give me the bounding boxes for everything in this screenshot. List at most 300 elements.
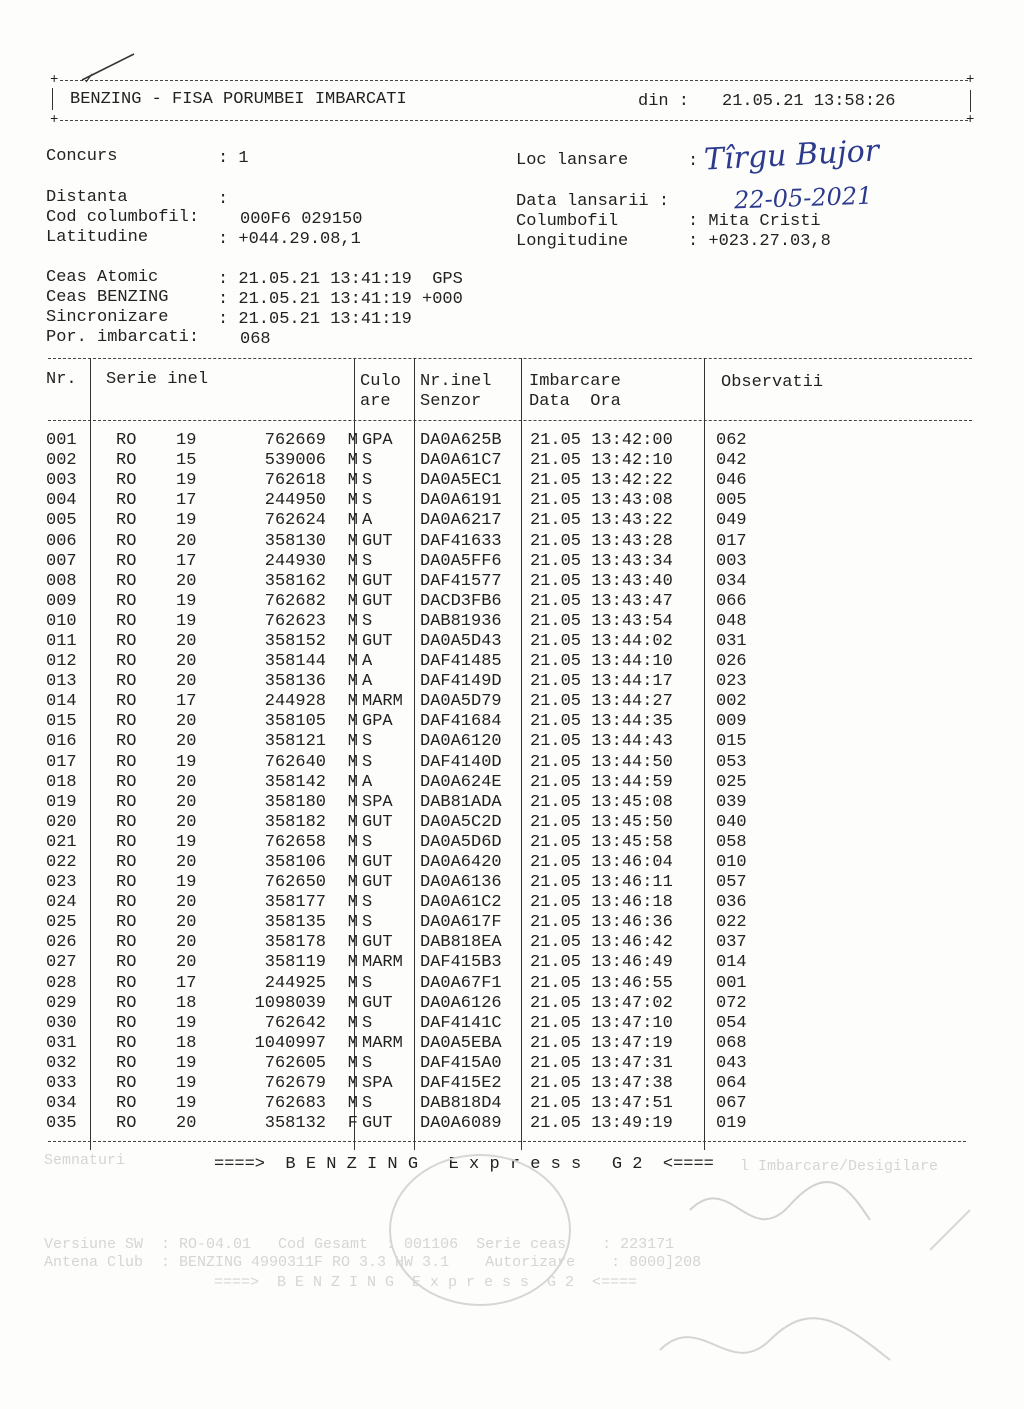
row-observation: 010 [716,853,747,873]
por-imbarcati-label: Por. imbarcati: [46,328,200,347]
row-sex: M [347,993,358,1013]
row-observation: 022 [716,913,747,933]
row-boarding-time: 21.05 13:42:00 [530,431,673,451]
row-sensor: DA0A6120 [420,732,502,752]
row-country: RO [116,853,137,873]
row-nr: 005 [46,511,77,531]
row-nr: 019 [46,792,77,812]
sincronizare-label: Sincronizare [46,308,169,327]
row-boarding-time: 21.05 13:45:58 [530,832,673,852]
row-sensor: DA0A625B [420,431,502,451]
row-boarding-time: 21.05 13:46:42 [530,933,673,953]
col-header-nrinel-2: Senzor [420,392,482,411]
row-nr: 024 [46,893,77,913]
row-country: RO [116,993,137,1013]
longitudine-value: : +023.27.03,8 [688,232,831,251]
loc-lansare-colon: : [688,152,699,171]
row-ring-number: 358119 [264,953,326,973]
row-sensor: DAF41684 [420,712,502,732]
row-sex: M [347,893,358,913]
table-row [46,933,796,953]
row-sensor: DA0A5C2D [420,812,502,832]
col-header-nrinel-1: Nr.inel [420,372,492,391]
row-year: 20 [176,893,197,913]
table-row [46,632,796,652]
row-boarding-time: 21.05 13:44:27 [530,692,673,712]
row-ring-number: 1040997 [254,1033,326,1053]
row-ring-number: 244928 [264,692,326,712]
row-boarding-time: 21.05 13:42:22 [530,471,673,491]
row-observation: 068 [716,1033,747,1053]
row-nr: 020 [46,812,77,832]
row-ring-number: 358177 [264,893,326,913]
row-year: 20 [176,812,197,832]
row-sex: M [347,1053,358,1073]
row-country: RO [116,571,137,591]
table-row [46,1014,796,1034]
row-boarding-time: 21.05 13:44:59 [530,772,673,792]
row-nr: 021 [46,832,77,852]
row-observation: 062 [716,431,747,451]
row-country: RO [116,611,137,631]
border-corner: + [50,72,59,88]
row-sensor: DA0A67F1 [420,973,502,993]
row-sensor: DA0A6217 [420,511,502,531]
row-ring-number: 358180 [264,792,326,812]
row-country: RO [116,431,137,451]
row-sensor: DA0A617F [420,913,502,933]
table-row [46,1034,796,1054]
row-color: GUT [362,873,393,893]
table-row [46,652,796,672]
row-sex: M [347,431,358,451]
row-sensor: DAF4141C [420,1013,502,1033]
row-sex: M [347,933,358,953]
row-observation: 043 [716,1053,747,1073]
row-sensor: DA0A6420 [420,853,502,873]
row-color: GUT [362,933,393,953]
row-observation: 034 [716,571,747,591]
row-country: RO [116,551,137,571]
row-year: 20 [176,953,197,973]
table-row [46,1054,796,1074]
table-row [46,873,796,893]
row-year: 20 [176,712,197,732]
row-sensor: DAB818D4 [420,1094,502,1114]
row-boarding-time: 21.05 13:46:04 [530,853,673,873]
row-sex: M [347,853,358,873]
col-header-nr: Nr. [46,370,77,389]
row-ring-number: 539006 [264,451,326,471]
row-color: A [362,772,373,792]
row-country: RO [116,1114,137,1134]
row-country: RO [116,1074,137,1094]
row-color: MARM [362,692,403,712]
table-row [46,572,796,592]
row-country: RO [116,732,137,752]
row-country: RO [116,752,137,772]
row-boarding-time: 21.05 13:45:08 [530,792,673,812]
row-ring-number: 358121 [264,732,326,752]
row-ring-number: 762640 [264,752,326,772]
din-value: 21.05.21 13:58:26 [722,92,896,111]
row-color: S [362,1094,373,1114]
table-row [46,974,796,994]
row-sex: F [347,1114,358,1134]
row-sex: M [347,531,358,551]
row-sensor: DA0A5D6D [420,832,502,852]
row-year: 20 [176,652,197,672]
col-header-culoare-2: are [360,392,391,411]
ghost-antena: Antena Club : BENZING 4990311F RO 3.3 HW 3.1 Autorizare : 8000]208 [44,1254,702,1271]
ceas-benzing-label: Ceas BENZING [46,288,169,307]
table-row [46,471,796,491]
table-row [46,994,796,1014]
row-ring-number: 358132 [264,1114,326,1134]
por-imbarcati-value: 068 [240,330,271,349]
col-header-serie: Serie inel [106,370,209,389]
row-ring-number: 762623 [264,611,326,631]
row-boarding-time: 21.05 13:47:31 [530,1053,673,1073]
row-color: GUT [362,631,393,651]
table-row [46,813,796,833]
row-sex: M [347,772,358,792]
row-year: 20 [176,672,197,692]
row-ring-number: 244950 [264,491,326,511]
ghost-sigilare: l Imbarcare/Desigilare [740,1158,939,1175]
row-nr: 004 [46,491,77,511]
benzing-banner: ====> B E N Z I N G E x p r e s s G 2 <==== [214,1155,714,1174]
row-year: 15 [176,451,197,471]
row-observation: 057 [716,873,747,893]
row-year: 19 [176,1094,197,1114]
row-sex: M [347,551,358,571]
row-ring-number: 358130 [264,531,326,551]
row-country: RO [116,1094,137,1114]
row-nr: 033 [46,1074,77,1094]
row-sex: M [347,652,358,672]
table-row [46,753,796,773]
row-year: 20 [176,913,197,933]
row-observation: 023 [716,672,747,692]
row-country: RO [116,471,137,491]
table-row [46,491,796,511]
row-ring-number: 244925 [264,973,326,993]
table-row [46,833,796,853]
row-sensor: DA0A5FF6 [420,551,502,571]
row-observation: 037 [716,933,747,953]
row-ring-number: 358105 [264,712,326,732]
row-sensor: DA0A624E [420,772,502,792]
row-boarding-time: 21.05 13:43:40 [530,571,673,591]
row-country: RO [116,953,137,973]
row-observation: 067 [716,1094,747,1114]
row-sex: M [347,712,358,732]
boarding-table [46,431,796,1134]
row-sensor: DAF415E2 [420,1074,502,1094]
row-color: GUT [362,591,393,611]
row-ring-number: 1098039 [254,993,326,1013]
ghost-banner: ====> B E N Z I N G E x p r e s s G 2 <==== [214,1274,638,1291]
row-boarding-time: 21.05 13:46:11 [530,873,673,893]
row-sex: M [347,1074,358,1094]
row-observation: 040 [716,812,747,832]
row-country: RO [116,451,137,471]
header-top-border [60,80,968,81]
row-observation: 072 [716,993,747,1013]
row-sex: M [347,451,358,471]
row-sex: M [347,812,358,832]
row-color: MARM [362,953,403,973]
row-boarding-time: 21.05 13:46:18 [530,893,673,913]
row-ring-number: 762682 [264,591,326,611]
row-year: 19 [176,873,197,893]
row-color: GPA [362,712,393,732]
row-country: RO [116,591,137,611]
row-country: RO [116,631,137,651]
row-boarding-time: 21.05 13:47:10 [530,1013,673,1033]
row-sex: M [347,491,358,511]
ghost-semnaturi: Semnaturi [44,1152,126,1169]
row-sensor: DAF4140D [420,752,502,772]
row-color: S [362,913,373,933]
row-year: 17 [176,551,197,571]
row-boarding-time: 21.05 13:43:22 [530,511,673,531]
row-year: 20 [176,531,197,551]
distanta-label: Distanta [46,188,128,207]
col-header-observatii: Observatii [721,373,824,392]
row-nr: 028 [46,973,77,993]
row-year: 19 [176,832,197,852]
row-sex: M [347,832,358,852]
row-nr: 011 [46,631,77,651]
row-color: GUT [362,812,393,832]
pen-mark [78,48,138,88]
row-observation: 054 [716,1013,747,1033]
row-year: 20 [176,772,197,792]
table-row [46,1074,796,1094]
row-year: 19 [176,1074,197,1094]
row-nr: 032 [46,1053,77,1073]
row-nr: 012 [46,652,77,672]
row-ring-number: 762642 [264,1013,326,1033]
row-color: S [362,1053,373,1073]
row-color: S [362,611,373,631]
col-header-imbarcare-1: Imbarcare [529,372,621,391]
border-corner: + [966,112,975,128]
row-ring-number: 762605 [264,1053,326,1073]
row-nr: 016 [46,732,77,752]
row-nr: 031 [46,1033,77,1053]
row-nr: 023 [46,873,77,893]
row-color: S [362,1013,373,1033]
row-country: RO [116,672,137,692]
table-row [46,451,796,471]
row-country: RO [116,652,137,672]
row-nr: 027 [46,953,77,973]
boarding-table-body [46,431,796,1134]
row-sex: M [347,953,358,973]
table-row [46,773,796,793]
row-sensor: DAF41633 [420,531,502,551]
row-ring-number: 762658 [264,832,326,852]
row-year: 19 [176,752,197,772]
row-nr: 009 [46,591,77,611]
row-sensor: DAF41485 [420,652,502,672]
table-row [46,853,796,873]
row-sex: M [347,732,358,752]
row-sensor: DAF415B3 [420,953,502,973]
row-boarding-time: 21.05 13:46:49 [530,953,673,973]
row-sex: M [347,913,358,933]
longitudine-label: Longitudine [516,232,629,251]
row-sex: M [347,1013,358,1033]
row-observation: 053 [716,752,747,772]
row-boarding-time: 21.05 13:47:51 [530,1094,673,1114]
row-nr: 015 [46,712,77,732]
row-observation: 014 [716,953,747,973]
table-row [46,712,796,732]
concurs-label: Concurs [46,147,118,166]
row-boarding-time: 21.05 13:46:36 [530,913,673,933]
row-observation: 003 [716,551,747,571]
sincronizare-value: : 21.05.21 13:41:19 [218,310,412,329]
row-observation: 026 [716,652,747,672]
table-row [46,692,796,712]
row-color: A [362,672,373,692]
row-nr: 022 [46,853,77,873]
row-nr: 029 [46,993,77,1013]
columbofil-label: Columbofil [516,212,619,231]
row-boarding-time: 21.05 13:47:38 [530,1074,673,1094]
row-color: GUT [362,853,393,873]
table-row [46,893,796,913]
row-nr: 018 [46,772,77,792]
row-country: RO [116,531,137,551]
row-year: 17 [176,973,197,993]
row-ring-number: 358136 [264,672,326,692]
table-row [46,1094,796,1114]
cod-columbofil-value: 000F6 029150 [240,210,363,229]
row-country: RO [116,832,137,852]
row-year: 20 [176,933,197,953]
table-row [46,1114,796,1134]
row-color: GUT [362,1114,393,1134]
row-sex: M [347,571,358,591]
row-sensor: DA0A6191 [420,491,502,511]
row-observation: 042 [716,451,747,471]
row-ring-number: 358135 [264,913,326,933]
row-observation: 017 [716,531,747,551]
row-nr: 014 [46,692,77,712]
row-ring-number: 358106 [264,853,326,873]
row-country: RO [116,712,137,732]
row-observation: 001 [716,973,747,993]
row-sensor: DA0A6089 [420,1114,502,1134]
row-nr: 006 [46,531,77,551]
concurs-value: : 1 [218,149,249,168]
row-sensor: DA0A6126 [420,993,502,1013]
row-nr: 013 [46,672,77,692]
table-row [46,552,796,572]
row-color: S [362,973,373,993]
row-year: 19 [176,511,197,531]
row-color: A [362,652,373,672]
row-boarding-time: 21.05 13:43:34 [530,551,673,571]
row-ring-number: 762683 [264,1094,326,1114]
row-year: 19 [176,1053,197,1073]
row-boarding-time: 21.05 13:49:19 [530,1114,673,1134]
table-header-top-border [48,358,972,359]
table-row [46,953,796,973]
row-year: 17 [176,491,197,511]
row-ring-number: 244930 [264,551,326,571]
ceas-atomic-value: : 21.05.21 13:41:19 GPS [218,270,463,289]
table-row [46,913,796,933]
row-nr: 010 [46,611,77,631]
row-sex: M [347,792,358,812]
row-nr: 008 [46,571,77,591]
row-country: RO [116,873,137,893]
row-ring-number: 762618 [264,471,326,491]
row-ring-number: 358142 [264,772,326,792]
row-boarding-time: 21.05 13:44:02 [530,631,673,651]
row-boarding-time: 21.05 13:44:43 [530,732,673,752]
row-sensor: DAF415A0 [420,1053,502,1073]
row-sex: M [347,672,358,692]
row-year: 20 [176,1114,197,1134]
row-boarding-time: 21.05 13:43:54 [530,611,673,631]
row-sex: M [347,1033,358,1053]
table-row [46,511,796,531]
row-color: S [362,451,373,471]
row-country: RO [116,511,137,531]
row-year: 19 [176,611,197,631]
document-title: BENZING - FISA PORUMBEI IMBARCATI [70,90,407,109]
row-color: S [362,832,373,852]
latitudine-label: Latitudine [46,228,149,247]
row-color: SPA [362,1074,393,1094]
row-sensor: DAB818EA [420,933,502,953]
ghost-signatures [330,1150,980,1390]
row-boarding-time: 21.05 13:43:08 [530,491,673,511]
row-observation: 009 [716,712,747,732]
row-nr: 025 [46,913,77,933]
row-year: 18 [176,993,197,1013]
row-ring-number: 358152 [264,631,326,651]
columbofil-value: : Mita Cristi [688,212,821,231]
row-observation: 025 [716,772,747,792]
row-year: 19 [176,1013,197,1033]
row-observation: 046 [716,471,747,491]
row-country: RO [116,812,137,832]
row-sensor: DA0A61C7 [420,451,502,471]
row-year: 20 [176,792,197,812]
row-nr: 034 [46,1094,77,1114]
border-corner: + [966,72,975,88]
row-sensor: DA0A61C2 [420,893,502,913]
row-observation: 019 [716,1114,747,1134]
row-observation: 039 [716,792,747,812]
row-year: 18 [176,1033,197,1053]
row-year: 19 [176,471,197,491]
table-row [46,732,796,752]
row-country: RO [116,491,137,511]
row-observation: 015 [716,732,747,752]
ghost-versiune: Versiune SW : RO-04.01 Cod Gesamt : 001106 Serie ceas : 223171 [44,1236,675,1253]
row-year: 19 [176,431,197,451]
loc-lansare-handwritten: Tîrgu Bujor [703,133,880,178]
